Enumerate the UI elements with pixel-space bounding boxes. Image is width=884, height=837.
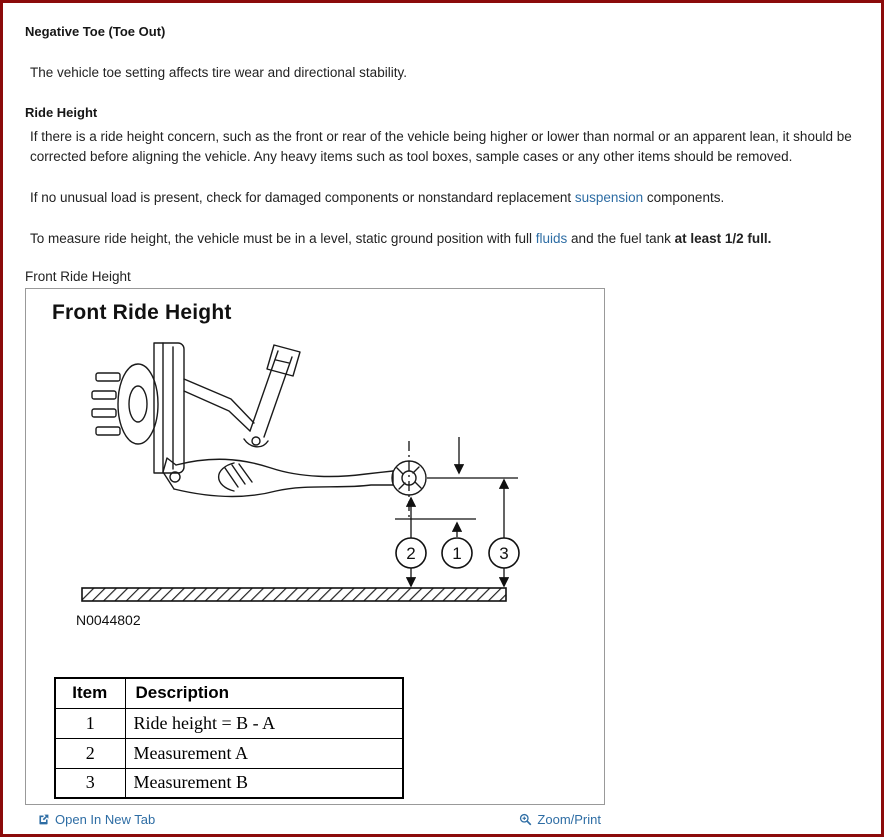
- figure-title: Front Ride Height: [52, 301, 232, 324]
- callout-2: [396, 538, 426, 568]
- para-unusual-load: [25, 188, 879, 208]
- para-load-pre: If no unusual load is present, check for damaged components or nonstandard replacement: [30, 190, 575, 205]
- callout-1-label: 1: [452, 544, 462, 563]
- open-in-new-tab-link[interactable]: [37, 812, 155, 827]
- table-row: [55, 768, 403, 798]
- table-cell-item-1: 1: [55, 708, 125, 738]
- open-in-new-icon: [37, 813, 50, 826]
- para-measure-ride-height: [25, 229, 879, 249]
- table-cell-desc-3: Measurement B: [125, 768, 403, 798]
- fluids-link[interactable]: fluids: [535, 231, 568, 246]
- para-toe-text: The vehicle toe setting affects tire wear and directional stability.: [30, 65, 407, 80]
- callout-1: [442, 538, 472, 568]
- table-header-row: [55, 678, 403, 708]
- table-cell-item-2: 2: [55, 738, 125, 768]
- ground-hatch: [82, 588, 506, 601]
- figure-caption: Front Ride Height: [25, 269, 131, 284]
- callout-2-label: 2: [406, 544, 416, 563]
- table-cell-item-3: 3: [55, 768, 125, 798]
- callout-3-label: 3: [499, 544, 509, 563]
- figure-container: [25, 288, 605, 827]
- callout-balloons: [396, 538, 519, 568]
- suspension-link[interactable]: suspension: [574, 190, 644, 205]
- para-measure-pre: To measure ride height, the vehicle must be in a level, static ground position with full: [30, 231, 536, 246]
- table-header-description: Description: [125, 678, 403, 708]
- table-cell-desc-1: Ride height = B - A: [125, 708, 403, 738]
- para-toe-setting: [25, 63, 879, 83]
- figure-box: [25, 288, 605, 805]
- para-measure-mid: and the fuel tank: [567, 231, 675, 246]
- open-in-new-tab-label: Open In New Tab: [55, 812, 156, 827]
- zoom-icon: [519, 813, 532, 826]
- ride-height-diagram: [26, 327, 604, 667]
- para-ride-height-concern: [25, 127, 879, 167]
- figure-footer: [25, 805, 605, 827]
- diagram-part-number: N0044802: [76, 612, 141, 628]
- para-measure-bold: at least 1/2 full.: [674, 231, 772, 246]
- para-concern-text: If there is a ride height concern, such as the front or rear of the vehicle being higher or lower than normal or an apparent lean, it should be corrected before aligning the vehicle. Any heavy items such as tool boxes, sample cases or any other items should be removed.: [30, 129, 852, 164]
- zoom-print-link[interactable]: [519, 812, 601, 827]
- table-cell-desc-2: Measurement A: [125, 738, 403, 768]
- table-header-item: Item: [55, 678, 125, 708]
- item-description-table: [54, 677, 404, 799]
- table-row: [55, 708, 403, 738]
- para-load-post: components.: [643, 190, 725, 205]
- zoom-print-label: Zoom/Print: [537, 812, 601, 827]
- heading-negative-toe: Negative Toe (Toe Out): [25, 24, 166, 39]
- suspension-drawing: [92, 343, 426, 496]
- callout-3: [489, 538, 519, 568]
- table-row: [55, 738, 403, 768]
- heading-ride-height: Ride Height: [25, 105, 98, 120]
